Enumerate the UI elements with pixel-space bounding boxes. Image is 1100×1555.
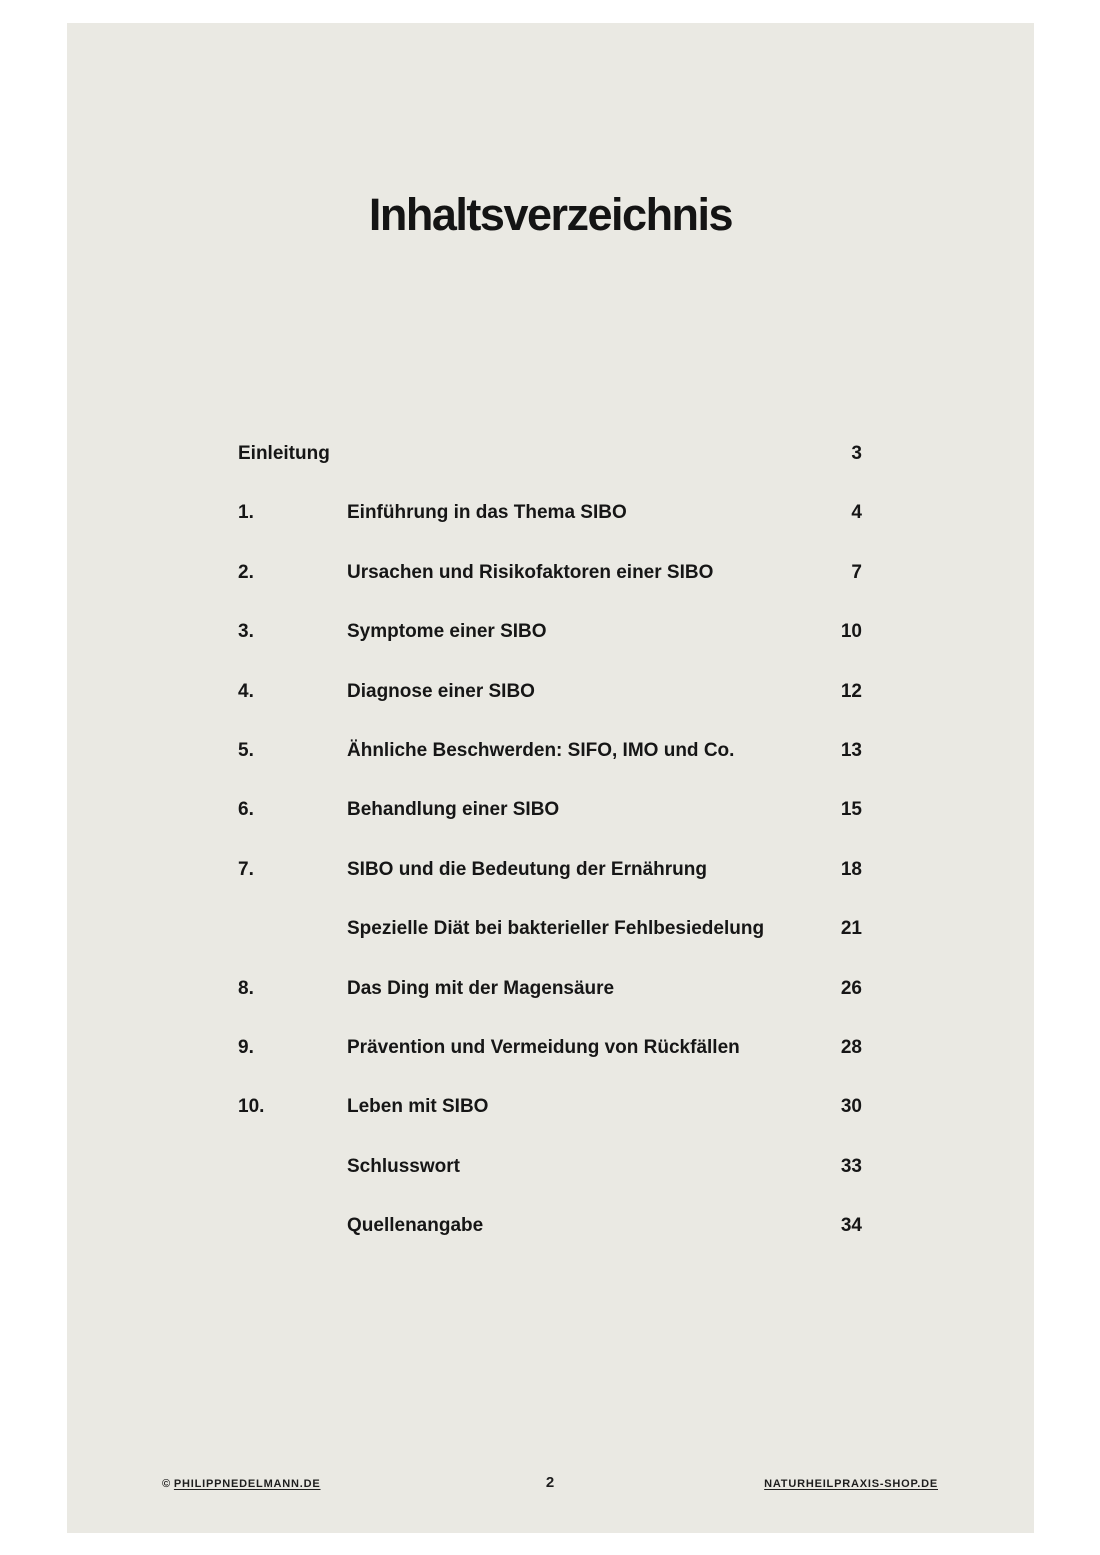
toc-entry-number: 10. — [238, 1096, 265, 1118]
toc-entry-label: Ähnliche Beschwerden: SIFO, IMO und Co. — [347, 739, 735, 761]
toc-entry-page: 12 — [840, 680, 862, 702]
toc-entry-label: Leben mit SIBO — [347, 1096, 489, 1118]
toc-entry-number: 6. — [238, 799, 254, 821]
toc-row — [238, 1156, 862, 1215]
toc-entry-page: 21 — [840, 918, 862, 940]
footer-right-link[interactable]: NATURHEILPRAXIS-SHOP.DE — [764, 1478, 938, 1490]
toc-row — [238, 443, 862, 502]
toc-row — [238, 1037, 862, 1096]
toc-entry-page: 18 — [840, 858, 862, 880]
toc-entry-label: Behandlung einer SIBO — [347, 799, 560, 821]
toc-row — [238, 502, 862, 561]
toc-entry-label: Einleitung — [238, 443, 330, 464]
table-of-contents — [238, 443, 862, 1274]
toc-entry-number: 5. — [238, 739, 254, 761]
toc-entry-label: Ursachen und Risikofaktoren einer SIBO — [347, 561, 714, 583]
toc-row — [238, 740, 862, 799]
toc-entry-number: 9. — [238, 1036, 254, 1058]
toc-entry-label: Einführung in das Thema SIBO — [347, 502, 627, 524]
toc-entry-page: 28 — [840, 1036, 862, 1058]
toc-row — [238, 1096, 862, 1155]
toc-row — [238, 859, 862, 918]
footer-right — [554, 1478, 938, 1490]
toc-entry-page: 4 — [851, 502, 862, 524]
toc-entry-number: 1. — [238, 502, 254, 524]
toc-entry-label: SIBO und die Bedeutung der Ernährung — [347, 858, 707, 880]
toc-row — [238, 1215, 862, 1274]
toc-entry-page: 3 — [851, 443, 862, 464]
toc-entry-label: Quellenangabe — [347, 1215, 484, 1237]
toc-entry-label: Diagnose einer SIBO — [347, 680, 535, 702]
toc-entry-number: 7. — [238, 858, 254, 880]
toc-row — [238, 978, 862, 1037]
footer-left — [162, 1478, 546, 1490]
toc-row — [238, 799, 862, 858]
toc-entry-label: Das Ding mit der Magensäure — [347, 977, 615, 999]
toc-entry-page: 10 — [840, 621, 862, 643]
toc-entry-number: 3. — [238, 621, 254, 643]
toc-entry-page: 7 — [851, 561, 862, 583]
toc-entry-number: 2. — [238, 561, 254, 583]
copyright-symbol: © — [162, 1478, 171, 1490]
document-sheet — [67, 23, 1034, 1533]
page-footer — [162, 1474, 938, 1491]
toc-row — [238, 681, 862, 740]
toc-entry-number: 8. — [238, 977, 254, 999]
footer-page-number: 2 — [545, 1474, 555, 1491]
toc-entry-page: 34 — [840, 1215, 862, 1237]
toc-entry-label: Spezielle Diät bei bakterieller Fehlbesiedelung — [347, 918, 765, 940]
toc-entry-number: 4. — [238, 680, 254, 702]
toc-row — [238, 918, 862, 977]
toc-row — [238, 562, 862, 621]
toc-entry-label: Symptome einer SIBO — [347, 621, 547, 643]
page-title: Inhaltsverzeichnis — [368, 189, 733, 240]
toc-entry-label: Prävention und Vermeidung von Rückfällen — [347, 1036, 740, 1058]
footer-left-link[interactable]: PHILIPPNEDELMANN.DE — [173, 1478, 321, 1490]
toc-entry-page: 26 — [840, 977, 862, 999]
toc-row — [238, 621, 862, 680]
toc-entry-page: 33 — [840, 1155, 862, 1177]
toc-entry-page: 15 — [840, 799, 862, 821]
toc-entry-label: Schlusswort — [347, 1155, 460, 1177]
toc-entry-page: 30 — [840, 1096, 862, 1118]
toc-entry-page: 13 — [840, 739, 862, 761]
